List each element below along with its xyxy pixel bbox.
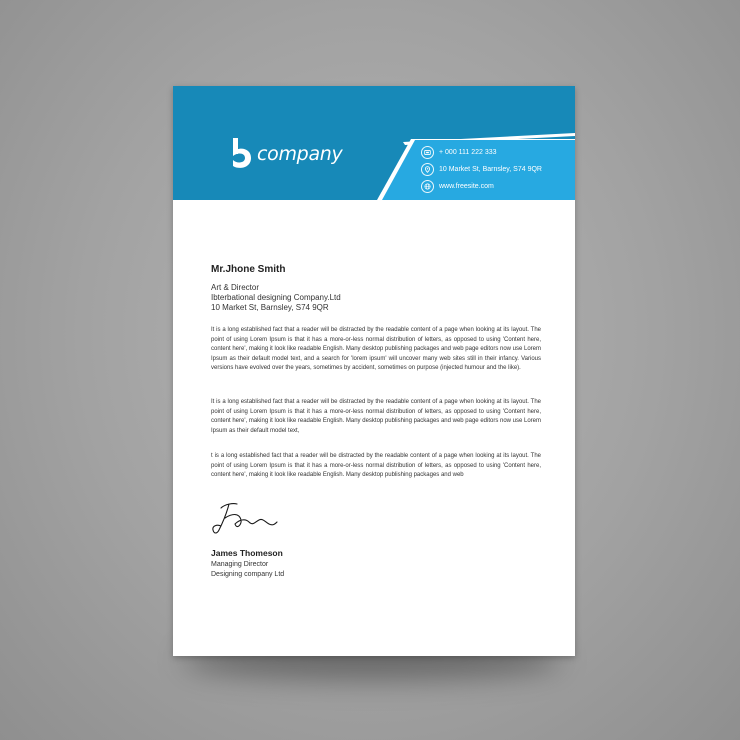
company-logo (231, 138, 342, 170)
signer-title: Managing Director (211, 561, 269, 568)
signer-name: James Thomeson (211, 548, 283, 558)
globe-icon (421, 180, 434, 193)
location-pin-icon (421, 163, 434, 176)
logo-text: company (257, 143, 343, 165)
letterhead-header (173, 86, 575, 200)
contact-website: www.freesite.com (439, 182, 494, 190)
recipient-address (211, 283, 341, 313)
body-paragraph: t is a long established fact that a reader will be distracted by the readable content of a page when looking at its layout. The point of using Lorem Ipsum is that it has a more-or-less normal distribution of letters, as opposed to using 'Content here, content here', making it look like readable English. Many desktop publishing packages and web (211, 453, 541, 478)
logo-mark-icon (231, 138, 255, 170)
recipient-address-line: 10 Market St, Barnsley, S74 9QR (211, 303, 329, 312)
handwritten-signature (211, 498, 283, 538)
phone-icon (421, 146, 434, 159)
contact-address-row (421, 161, 571, 177)
contact-phone: + 000 111 222 333 (439, 148, 497, 156)
contact-address: 10 Market St, Barnsley, S74 9QR (439, 165, 542, 173)
recipient-address-line: Art & Director (211, 283, 260, 292)
recipient-address-line: Ibterbational designing Company.Ltd (211, 293, 341, 302)
signer-info (211, 560, 284, 579)
contact-phone-row (421, 144, 571, 160)
body-paragraph: It is a long established fact that a reader will be distracted by the readable content of a page when looking at its layout. The point of using Lorem Ipsum is that it has a more-or-less normal distribution of letters, as opposed to using 'Content here, content here', making it look like readable English. Many desktop publishing packages and web page editors now use Lorem Ipsum as their default model text, and a search for 'lorem ipsum' will uncover many web sites still in their infancy. Various versions have evolved over the years, sometimes by accident, sometimes on purpose (injected humour and the like). (211, 327, 542, 371)
letterhead-page (173, 86, 575, 656)
contact-block (421, 144, 571, 195)
contact-website-row (421, 178, 571, 194)
body-paragraph: It is a long established fact that a reader will be distracted by the readable content of a page when looking at its layout. The point of using Lorem Ipsum is that it has a more-or-less normal distribution of letters, as opposed to using 'Content here, content here', making it look like readable English. Many desktop publishing packages and web page editors now use Lorem Ipsum as their default model text, (211, 399, 542, 434)
recipient-name: Mr.Jhone Smith (211, 264, 286, 275)
signer-company: Designing company Ltd (211, 570, 285, 578)
